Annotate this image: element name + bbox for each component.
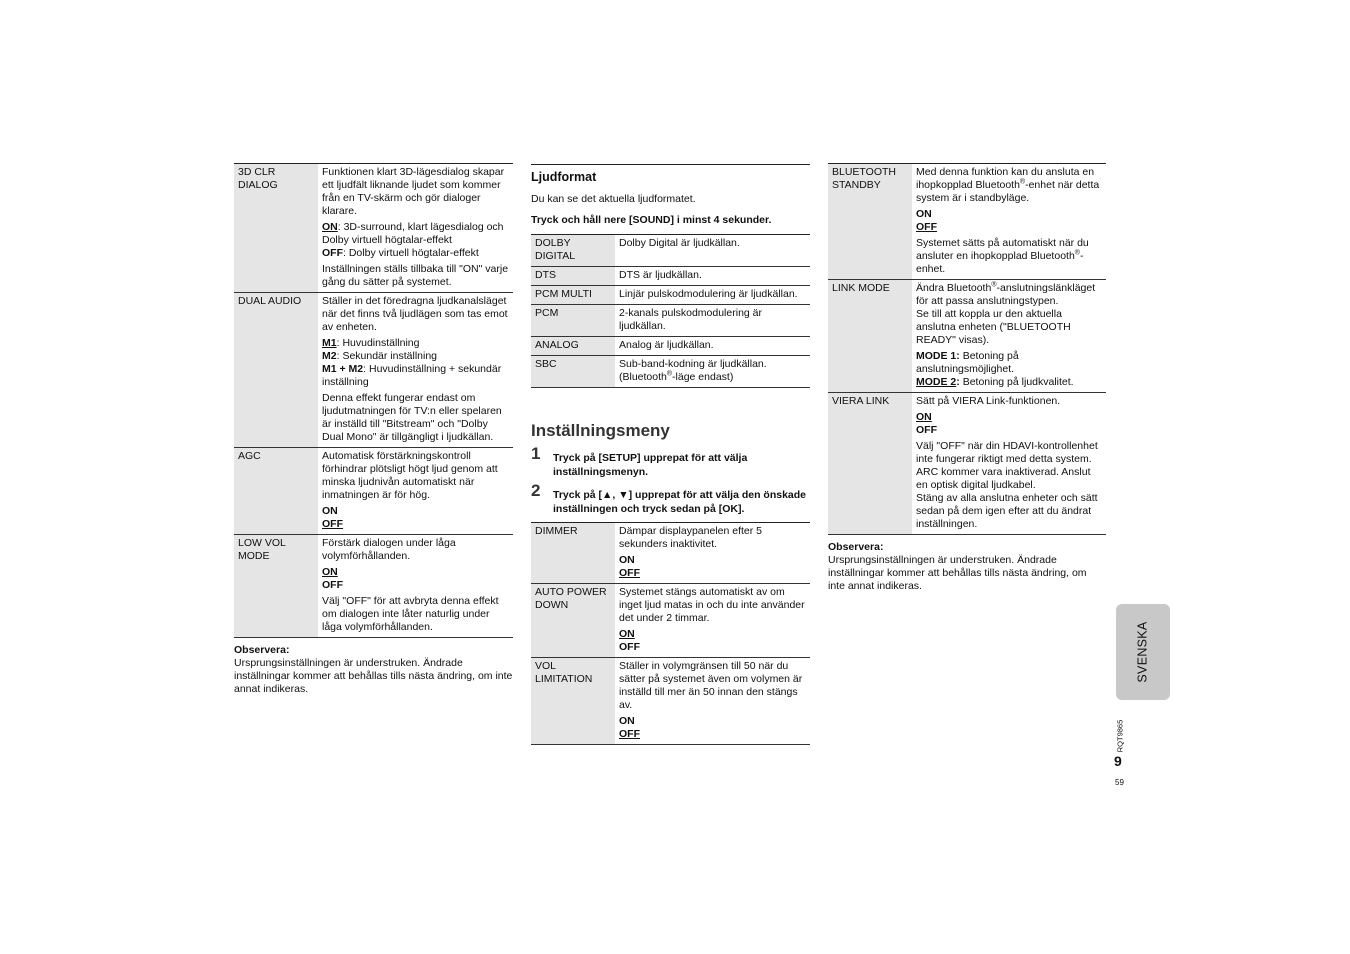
step-text: Tryck på [SETUP] upprepat för att välja inställningsmenyn. xyxy=(553,452,748,478)
row-key: SBC xyxy=(531,356,615,388)
row-text: 2-kanals pulskodmodulering är ljudkällan. xyxy=(615,305,810,337)
option-on: ON xyxy=(322,505,338,517)
menu-title: Inställningsmeny xyxy=(531,421,670,440)
row-text: Välj "OFF" när din HDAVI-kontrollenhet inte fungerar riktigt med detta system. ARC kommer vara inaktiverad. Anslut en optisk digital ljudkabel. xyxy=(916,440,1098,491)
note-text: Ursprungsinställningen är understruken. Ändrade inställningar kommer att behållas tills nästa ändring, om inte annat indikeras. xyxy=(828,554,1087,592)
option-on: ON xyxy=(916,411,932,423)
table-row xyxy=(531,267,810,286)
table-row xyxy=(234,448,513,535)
row-text: Inställningen ställs tillbaka till "ON" varje gång du sätter på systemet. xyxy=(322,263,509,288)
step-1 xyxy=(531,444,810,479)
option-m2: M2 xyxy=(322,350,337,362)
note-text: Ursprungsinställningen är understruken. Ändrade inställningar kommer att behållas tills nästa ändring, om inte annat indikeras. xyxy=(234,657,513,695)
option-on: ON xyxy=(619,628,635,640)
row-text: Välj "OFF" för att avbryta denna effekt om dialogen inte låter naturlig under låga volymförhållanden. xyxy=(322,595,499,633)
row-text: Ändra Bluetooth xyxy=(916,282,992,294)
table-row xyxy=(531,235,810,267)
registered-mark: ® xyxy=(1019,178,1026,186)
row-text: Förstärk dialogen under låga volymförhållanden. xyxy=(322,537,456,562)
page-sub-number: 59 xyxy=(1115,778,1124,787)
row-text: Stäng av alla anslutna enheter och sätt sedan på dem igen efter att du ändrat inställningen. xyxy=(916,492,1098,530)
note-title: Observera: xyxy=(234,644,290,656)
option-off: OFF xyxy=(322,247,343,259)
row-text: Sub-band-kodning är ljudkällan. xyxy=(619,358,767,370)
row-key: ANALOG xyxy=(531,337,615,356)
row-key: DOLBY DIGITAL xyxy=(531,235,615,267)
table-row xyxy=(531,356,810,388)
row-text: Ställer in volymgränsen till 50 när du sätter på systemet även om volymen är inställd till mer än 50 innan den stängs av. xyxy=(619,660,803,711)
row-key: VIERA LINK xyxy=(828,393,912,535)
row-text: Huvudinställning xyxy=(342,337,420,349)
row-key: LINK MODE xyxy=(828,280,912,393)
row-key: PCM xyxy=(531,305,615,337)
format-table xyxy=(531,234,810,388)
row-text: Funktionen klart 3D-lägesdialog skapar ett ljudfält liknande ljudet som kommer från en TV-skärm och gör dialoger klarare. xyxy=(322,166,505,217)
row-text: Dolby Digital är ljudkällan. xyxy=(615,235,810,267)
row-text: (Bluetooth xyxy=(619,371,667,383)
option-m1: M1 xyxy=(322,337,337,349)
row-text: Dämpar displaypanelen efter 5 sekunders inaktivitet. xyxy=(619,525,763,550)
table-row: 3D CLR DIALOG Funktionen klart 3D-lägesdialog skapar ett ljudfält liknande ljudet som kommer från en TV-skärm och gör dialoger klarare. ON: 3D-surround, klart lägesdialog och Dolby virtuell högtalar-effekt OFF: Dolby virtuell högtalar-effekt Inställningen ställs tillbaka till "ON" varje gång du sätter på systemet. xyxy=(234,164,513,293)
table-row xyxy=(531,305,810,337)
table-row: DUAL AUDIO Ställer in det föredragna ljudkanalsläget när det finns två ljudlägen som tas emot av enheten. M1: Huvudinställning M2: Sekundär inställning M1 + M2: Huvudinställning + sekundär inställning Denna effekt fungerar endast om ljudutmatningen för TV:n eller spelaren är inställd till "Bitstream" och "Dolby Dual Mono" är tillgängligt i ljudkällan. xyxy=(234,293,513,448)
row-key: AGC xyxy=(234,448,318,535)
row-key: PCM MULTI xyxy=(531,286,615,305)
mode-2-colon: : xyxy=(956,376,960,388)
settings-table-right xyxy=(828,163,1106,535)
row-text: Analog är ljudkällan. xyxy=(615,337,810,356)
row-key: AUTO POWER DOWN xyxy=(531,584,615,658)
row-key: DIMMER xyxy=(531,523,615,584)
table-row xyxy=(531,658,810,745)
row-key: VOL LIMITATION xyxy=(531,658,615,745)
table-row xyxy=(828,393,1106,535)
option-on: ON xyxy=(322,221,338,233)
row-text: Denna effekt fungerar endast om ljudutmatningen för TV:n eller spelaren är inställd till "Bitstream" och "Dolby Dual Mono" är tillgängligt i ljudkällan. xyxy=(322,392,502,443)
table-row xyxy=(234,535,513,638)
middle-column xyxy=(531,164,810,745)
step-text: Tryck på [▲, ▼] upprepat för att välja den önskade inställningen och tryck sedan på [OK]. xyxy=(553,489,807,515)
settings-table-middle xyxy=(531,522,810,745)
note xyxy=(828,541,1106,593)
row-text: Med denna funktion kan du ansluta en ihopkopplad Bluetooth xyxy=(916,166,1095,191)
row-key: DTS xyxy=(531,267,615,286)
row-text: Systemet sätts på automatiskt när du ansluter en ihopkopplad Bluetooth xyxy=(916,237,1089,262)
settings-table-left xyxy=(234,163,513,638)
step-2 xyxy=(531,481,810,516)
row-text: 3D-surround, klart lägesdialog och Dolby virtuell högtalar-effekt xyxy=(322,221,504,246)
option-off: OFF xyxy=(322,579,343,591)
section-title-ljudformat: Ljudformat xyxy=(531,170,597,184)
table-row xyxy=(531,523,810,584)
option-off: OFF xyxy=(619,567,640,579)
instruction-text: Tryck och håll nere [SOUND] i minst 4 sekunder. xyxy=(531,214,772,226)
note-title: Observera: xyxy=(828,541,884,553)
option-off: OFF xyxy=(916,221,937,233)
row-text: -anslutningslänkläget för att passa anslutningstypen. xyxy=(916,282,1096,307)
table-row xyxy=(828,280,1106,393)
right-column xyxy=(828,163,1106,593)
row-key: DUAL AUDIO xyxy=(234,293,318,448)
row-text: Automatisk förstärkningskontroll förhindrar plötsligt högt ljud genom att minska ljudnivån automatiskt när inmatningen är för hög. xyxy=(322,450,498,501)
step-number: 2 xyxy=(531,481,541,500)
row-text: Betoning på ljudkvalitet. xyxy=(962,376,1074,388)
row-text: Betoning på anslutningsmöjlighet. xyxy=(916,350,1019,375)
row-text: Huvudinställning + sekundär inställning xyxy=(322,363,502,388)
option-off: OFF xyxy=(916,424,937,436)
option-m1-m2: M1 + M2 xyxy=(322,363,364,375)
option-on: ON xyxy=(619,554,635,566)
option-off: OFF xyxy=(619,728,640,740)
registered-mark: ® xyxy=(1074,249,1080,257)
option-on: ON xyxy=(916,208,932,220)
left-column xyxy=(234,163,513,696)
row-key: BLUETOOTH STANDBY xyxy=(828,164,912,280)
document-code-text: RQT9865 xyxy=(1115,719,1125,753)
option-on: ON xyxy=(619,715,635,727)
row-text: -enhet. xyxy=(916,250,1084,275)
row-text: Systemet stängs automatiskt av om inget ljud matas in och du inte använder det under 2 timmar. xyxy=(619,586,805,624)
table-row xyxy=(531,584,810,658)
row-text: -läge endast) xyxy=(672,371,734,383)
row-text: Se till att koppla ur den aktuella anslutna enheten ("BLUETOOTH READY" visas). xyxy=(916,308,1071,346)
row-text: -enhet när detta system är i standbyläge. xyxy=(916,179,1100,204)
row-text: DTS är ljudkällan. xyxy=(615,267,810,286)
document-code xyxy=(1113,716,1127,756)
step-number: 1 xyxy=(531,444,541,463)
page-number: 9 xyxy=(1114,753,1122,769)
row-text: Linjär pulskodmodulering är ljudkällan. xyxy=(615,286,810,305)
row-text: Ställer in det föredragna ljudkanalsläget när det finns två ljudlägen som tas emot av enheten. xyxy=(322,295,508,333)
intro-text: Du kan se det aktuella ljudformatet. xyxy=(531,193,696,205)
registered-mark: ® xyxy=(666,370,673,378)
mode-1-label: MODE 1: xyxy=(916,350,960,362)
row-key: LOW VOL MODE xyxy=(234,535,318,638)
table-row xyxy=(828,164,1106,280)
note xyxy=(234,644,513,696)
language-label: SVENSKA xyxy=(1135,621,1150,683)
registered-mark: ® xyxy=(991,281,997,289)
option-off: OFF xyxy=(322,518,343,530)
option-on: ON xyxy=(322,566,338,578)
option-off: OFF xyxy=(619,641,640,653)
table-row xyxy=(531,286,810,305)
row-text: Dolby virtuell högtalar-effekt xyxy=(348,247,479,259)
row-text: Sekundär inställning xyxy=(342,350,437,362)
row-key: 3D CLR DIALOG xyxy=(234,164,318,293)
row-text: Sätt på VIERA Link-funktionen. xyxy=(916,395,1061,407)
table-row xyxy=(531,337,810,356)
mode-2-label: MODE 2 xyxy=(916,376,957,388)
language-tab xyxy=(1116,604,1170,700)
